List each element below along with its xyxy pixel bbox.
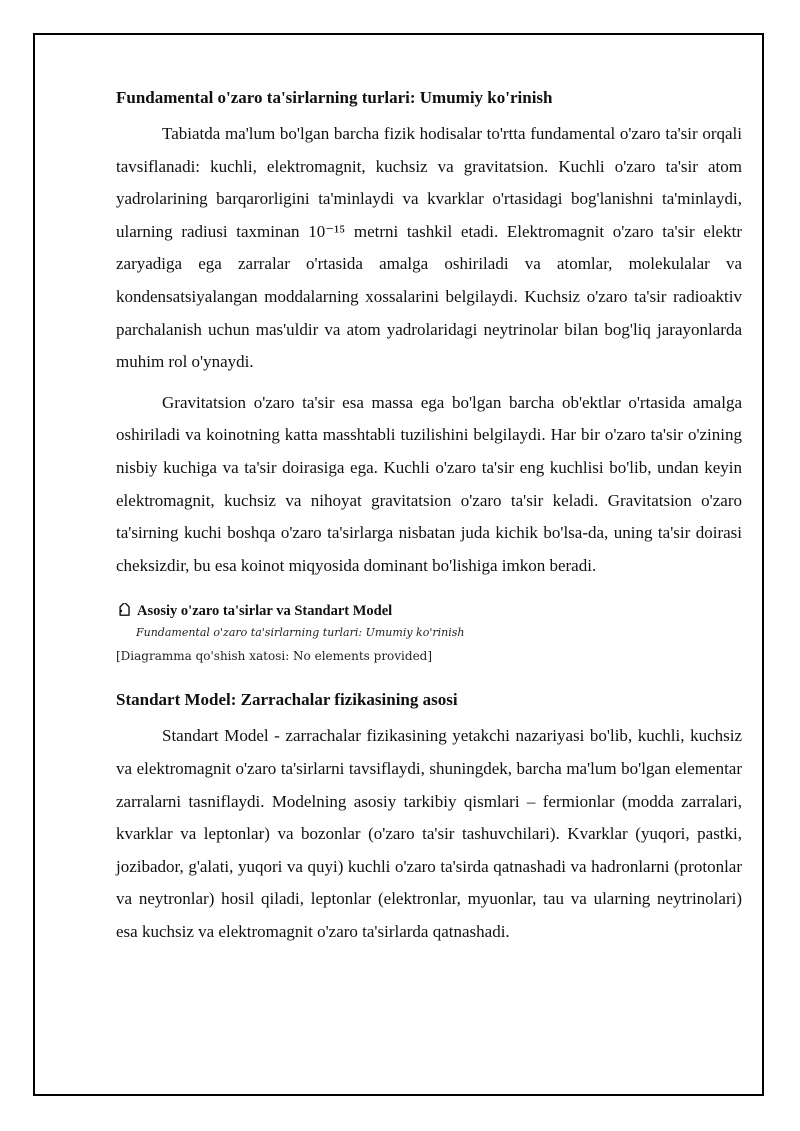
diagram-title-row <box>116 600 742 622</box>
diagram-subtitle: Fundamental o'zaro ta'sirlarning turlari: Umumiy ko'rinish <box>136 626 465 640</box>
tag-icon <box>116 603 132 619</box>
section-heading: Standart Model: Zarrachalar fizikasining asosi <box>116 690 458 710</box>
diagram-title: Asosiy o'zaro ta'sirlar va Standart Model <box>137 603 393 620</box>
body-paragraph: Tabiatda ma'lum bo'lgan barcha fizik hodisalar to'rtta fundamental o'zaro ta'sir orqali tavsiflanadi: kuchli, elektromagnit, kuchsiz va gravitatsion. Kuchli o'zaro ta'sir atom yadrolarining barqarorligini ta'minlaydi va kvarklar o'rtasidagi bog'lanishni ta'minlaydi, ularning radiusi taxminan 10⁻¹⁵ metrni tashkil etadi. Elektromagnit o'zaro ta'sir elektr zaryadiga ega zarralar o'rtasida amalga oshiriladi va atomlar, molekulalar va kondensatsiyalangan moddalarning xossalarini belgilaydi. Kuchsiz o'zaro ta'sir radioaktiv parchalanish uchun mas'uldir va atom yadrolaridagi neytrinolar bilan bog'liq jarayonlarda muhim rol o'ynaydi. <box>116 124 742 372</box>
diagram-error-message: [Diagramma qo'shish xatosi: No elements provided] <box>116 649 433 664</box>
section-heading: Fundamental o'zaro ta'sirlarning turlari: Umumiy ko'rinish <box>116 88 553 107</box>
body-paragraph: Standart Model - zarrachalar fizikasining yetakchi nazariyasi bo'lib, kuchli, kuchsiz va elektromagnit o'zaro ta'sirlarni tavsiflaydi, shuningdek, barcha ma'lum bo'lgan elementar zarralarni tasniflaydi. Modelning asosiy tarkibiy qismlari – fermionlar (modda zarralari, kvarklar va leptonlar) va bozonlar (o'zaro ta'sir tashuvchilari). Kvarklar (yuqori, pastki, jozibador, g'alati, yuqori va quyi) kuchli o'zaro ta'sirda qatnashadi va hadronlarni (protonlar va neytronlar) hosil qiladi, leptonlar (elektronlar, myuonlar, tau va ularning neytrinolari) esa kuchsiz va elektromagnit o'zaro ta'sirlarda qatnashadi. <box>116 726 742 941</box>
diagram-placeholder <box>116 600 742 666</box>
document-content <box>116 86 742 956</box>
body-paragraph: Gravitatsion o'zaro ta'sir esa massa ega bo'lgan barcha ob'ektlar o'rtasida amalga oshiriladi va koinotning katta masshtabli tuzilishini belgilaydi. Har bir o'zaro ta'sir o'zining nisbiy kuchiga va ta'sir doirasiga ega. Kuchli o'zaro ta'sir eng kuchlisi bo'lib, undan keyin elektromagnit, kuchsiz va nihoyat gravitatsion o'zaro ta'sir keladi. Gravitatsion o'zaro ta'sirning kuchi boshqa o'zaro ta'sirlarga nisbatan juda kichik bo'lsa-da, uning ta'sir doirasi cheksizdir, bu esa koinot miqyosida dominant bo'lishiga imkon beradi. <box>116 392 742 575</box>
